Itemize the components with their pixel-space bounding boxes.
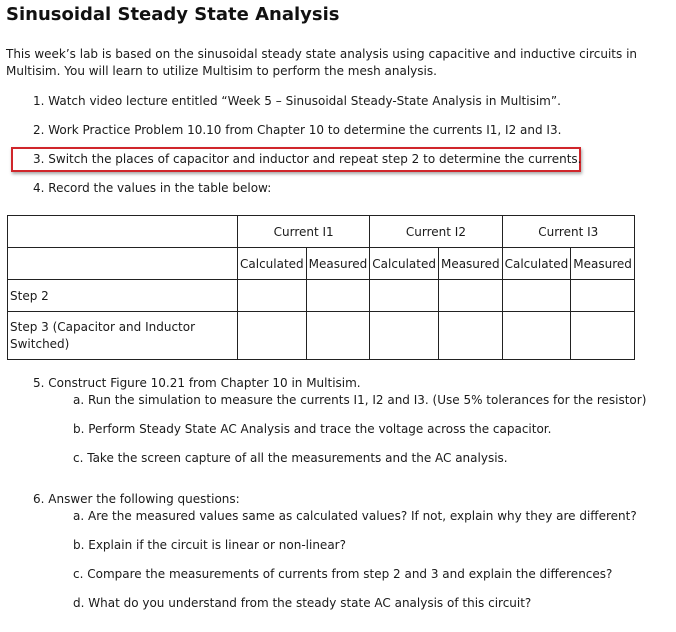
header-current-i2: Current I2 — [370, 216, 502, 248]
table-cell[interactable] — [438, 280, 502, 312]
step-4: 4. Record the values in the table below: — [33, 181, 272, 195]
table-group-header-row — [8, 216, 635, 248]
row-label-step-3-line-1: Step 3 (Capacitor and Inductor — [10, 319, 196, 334]
row-label-step-2: Step 2 — [8, 280, 238, 312]
table-empty-cell — [8, 248, 238, 280]
table-cell[interactable] — [571, 280, 635, 312]
step-3: 3. Switch the places of capacitor and inductor and repeat step 2 to determine the currents. — [33, 152, 582, 166]
subheader-i2-measured: Measured — [438, 248, 502, 280]
row-label-step-3-line-2: Switched) — [10, 336, 70, 351]
table-row — [8, 280, 635, 312]
table-cell[interactable] — [306, 312, 370, 360]
step-5-item-b: b. Perform Steady State AC Analysis and trace the voltage across the capacitor. — [73, 422, 552, 436]
table-cell[interactable] — [502, 312, 571, 360]
table-cell[interactable] — [238, 280, 307, 312]
page-title: Sinusoidal Steady State Analysis — [6, 4, 340, 25]
subheader-i1-calculated: Calculated — [238, 248, 307, 280]
step-6-item-d: d. What do you understand from the steady state AC analysis of this circuit? — [73, 596, 532, 610]
subheader-i3-calculated: Calculated — [502, 248, 571, 280]
intro-line-2: Multisim. You will learn to utilize Multisim to perform the mesh analysis. — [6, 64, 437, 78]
table-cell[interactable] — [571, 312, 635, 360]
step-6-heading: 6. Answer the following questions: — [33, 492, 240, 506]
table-cell[interactable] — [438, 312, 502, 360]
step-5-heading: 5. Construct Figure 10.21 from Chapter 10 in Multisim. — [33, 376, 361, 390]
subheader-i3-measured: Measured — [571, 248, 635, 280]
subheader-i1-measured: Measured — [306, 248, 370, 280]
table-cell[interactable] — [238, 312, 307, 360]
step-1: 1. Watch video lecture entitled “Week 5 – Sinusoidal Steady-State Analysis in Multisim”. — [33, 94, 561, 108]
table-sub-header-row — [8, 248, 635, 280]
table-cell[interactable] — [370, 312, 439, 360]
row-label-step-3 — [8, 312, 238, 360]
step-5-item-c: c. Take the screen capture of all the measurements and the AC analysis. — [73, 451, 508, 465]
results-table — [7, 215, 635, 360]
header-current-i3: Current I3 — [502, 216, 634, 248]
table-cell[interactable] — [502, 280, 571, 312]
table-cell[interactable] — [370, 280, 439, 312]
step-6-item-b: b. Explain if the circuit is linear or non-linear? — [73, 538, 346, 552]
table-row — [8, 312, 635, 360]
step-6-item-a: a. Are the measured values same as calculated values? If not, explain why they are different? — [73, 509, 637, 523]
header-current-i1: Current I1 — [238, 216, 370, 248]
subheader-i2-calculated: Calculated — [370, 248, 439, 280]
table-cell[interactable] — [306, 280, 370, 312]
intro-paragraph — [6, 46, 646, 80]
table-corner-cell — [8, 216, 238, 248]
step-6-item-c: c. Compare the measurements of currents from step 2 and 3 and explain the differences? — [73, 567, 613, 581]
step-5-item-a: a. Run the simulation to measure the currents I1, I2 and I3. (Use 5% tolerances for the resistor) — [73, 393, 647, 407]
intro-line-1: This week’s lab is based on the sinusoidal steady state analysis using capacitive and inductive circuits in — [6, 47, 638, 61]
step-2: 2. Work Practice Problem 10.10 from Chapter 10 to determine the currents I1, I2 and I3. — [33, 123, 562, 137]
